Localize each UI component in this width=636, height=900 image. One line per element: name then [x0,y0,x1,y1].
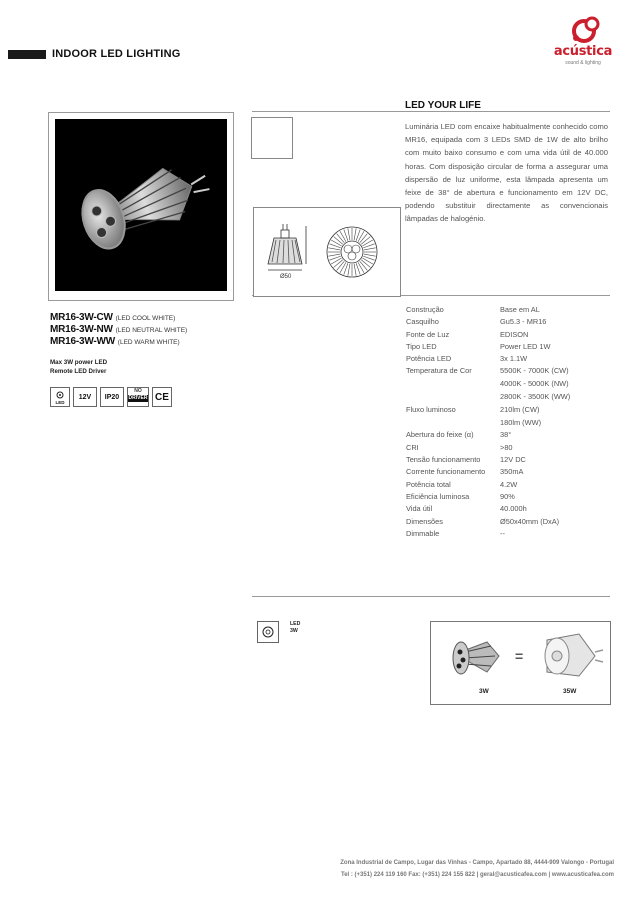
spec-value: 12V DC [500,455,526,465]
halogen-wattage-label: 35W [563,688,577,695]
led-wattage-label: 3W [479,688,489,695]
spec-row [406,354,611,366]
footer-phone-email: Tel : (+351) 224 119 160 Fax: (+351) 224 155 822 | geral@acusticafea.com | www.acusticafea.com [340,872,614,878]
spec-value: 210lm (CW) [500,404,540,414]
feature-item: Max 3W power LED [50,359,108,366]
spec-key: Dimmable [406,528,440,538]
gear-icon [55,390,65,400]
spec-row [406,443,611,455]
spec-key: Fonte de Luz [406,329,450,339]
spec-row [406,366,611,379]
spec-row [406,504,611,516]
spec-key: Casquilho [406,317,439,327]
spec-value: 2800K - 3500K (WW) [500,392,571,402]
voltage-badge: 12V [73,387,97,407]
logo-tagline: sound & lighting [565,60,601,66]
spec-value: 38° [500,430,512,440]
spec-row [406,392,611,405]
spec-value: 90% [500,491,515,501]
title-divider [252,111,610,112]
spec-row [406,430,611,442]
spec-key: Potência LED [406,354,452,364]
spec-row [406,305,611,317]
company-logo [548,14,618,70]
spec-value: EDISON [500,329,529,339]
spec-value: Ø50x40mm (DxA) [500,516,560,526]
spec-table [406,305,611,541]
spec-row [406,418,611,431]
feature-item: Remote LED Driver [50,367,107,375]
spec-badges [50,387,172,407]
spec-row [406,379,611,392]
model-code: MR16-3W-CW [50,312,113,323]
spec-key: Tensão funcionamento [406,455,481,465]
spec-key: Eficiência luminosa [406,491,470,501]
spec-key: Abertura do feixe (α) [406,430,474,440]
spec-key: CRI [406,442,419,452]
spec-key: Potência total [406,479,451,489]
spec-row [406,317,611,329]
logo-mark-icon [548,14,618,48]
spec-value: 4.2W [500,479,518,489]
spec-value: Base em AL [500,305,540,314]
equals-sign: = [515,648,524,664]
spec-row [406,405,611,418]
spec-row [406,455,611,467]
spec-row [406,480,611,492]
spec-row [406,330,611,342]
spec-key: Fluxo luminoso [406,404,456,414]
model-row [50,336,187,348]
spec-value: 350mA [500,467,524,477]
spec-row [406,492,611,504]
spec-value: 4000K - 5000K (NW) [500,379,569,389]
section-header: INDOOR LED LIGHTING [52,48,181,60]
spec-key [406,379,500,392]
spec-key: Dimensões [406,516,443,526]
model-tone: (LED NEUTRAL WHITE) [115,327,188,334]
dimension-diagram-icon [254,208,400,296]
spec-value: Power LED 1W [500,341,551,351]
spec-value: 180lm (WW) [500,417,542,427]
spec-key: Corrente funcionamento [406,467,486,477]
logo-word: acústica [553,44,613,59]
spec-key [406,392,500,405]
model-row [50,312,187,324]
dimension-drawing [253,207,401,297]
ip-rating-badge: IP20 [100,387,124,407]
dimension-label: Ø50 [280,274,292,280]
section-title: LED YOUR LIFE [405,100,481,111]
led-icon-box [257,621,279,643]
mr16-lamp-icon [55,119,227,291]
spec-key: Construção [406,305,444,314]
led-badge: LED [50,387,70,407]
model-tone: (LED WARM WHITE) [117,339,180,346]
model-list [50,312,187,348]
spec-value: 5500K - 7000K (CW) [500,366,569,376]
no-driver-badge: NO DRIVER [127,387,149,407]
model-code: MR16-3W-NW [50,324,113,335]
spec-row [406,517,611,529]
led-power-label: LED 3W [290,621,301,634]
spec-key [406,418,500,431]
model-code: MR16-3W-WW [50,336,116,347]
gear-icon [258,622,278,642]
spec-key: Temperatura de Cor [406,366,472,376]
spec-row [406,342,611,354]
bottom-divider [252,596,610,597]
spec-value: 3x 1.1W [500,354,528,364]
spec-key: Tipo LED [406,341,437,351]
spec-value: Gu5.3 - MR16 [500,317,547,327]
spec-value: 40.000h [500,504,527,514]
spec-key: Vida útil [406,504,433,514]
spec-value: -- [500,528,505,538]
model-tone: (LED COOL WHITE) [115,315,176,322]
ce-mark-badge: CE [152,387,172,407]
feature-list [50,359,107,376]
thumbnail-box [251,117,293,159]
product-description: Luminária LED com encaixe habitualmente conhecido como MR16, equipada com 3 LEDs SMD de 1W de alto brilho com muito baixo consumo e com uma vida útil de 40.000 horas. Com disposição circular de forma a assegurar uma dispersão de luz uniforme, esta lâmpada apresenta um feixe de 38° de abertura e funcionamento em 12V DC, podendo substituir directamente as convencionais lâmpadas de halogénio. [405,122,608,224]
spec-row [406,529,611,541]
product-photo-frame [48,112,234,301]
footer-contact [340,857,614,881]
wattage-comparison [430,621,611,705]
spec-row [406,467,611,479]
model-row [50,324,187,336]
footer-address: Zona Industrial de Campo, Lugar das Vinhas - Campo, Apartado 88, 4444-909 Valongo - Portugal [340,860,614,866]
product-photo [55,119,227,291]
spec-value: >80 [500,442,513,452]
header-bar [8,50,46,59]
